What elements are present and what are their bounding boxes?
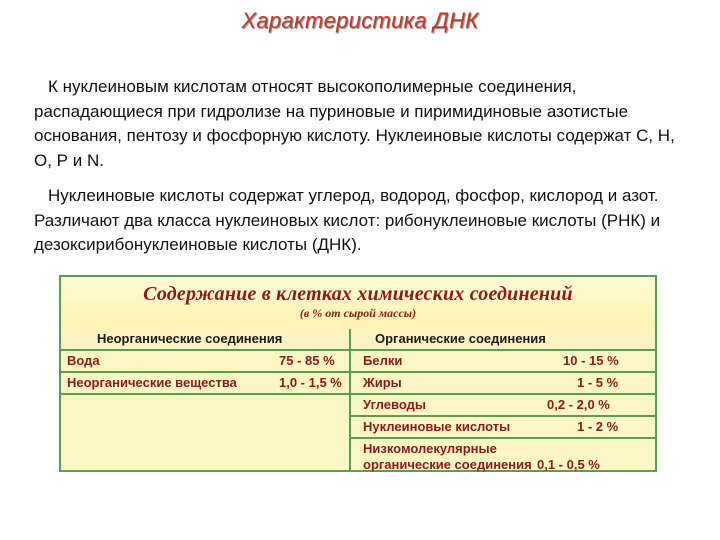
table-title: Содержание в клетках химических соединений	[143, 283, 573, 305]
paragraph-2-text: Нуклеиновые кислоты содержат углерод, водород, фосфор, кислород и азот. Различают два класса нуклеиновых кислот: рибонуклеиновые кислоты (РНК) и дезоксирибонуклеиновые кислоты (ДНК).	[34, 186, 661, 254]
row-name: Белки	[363, 353, 403, 368]
row-value: 1 - 5 %	[577, 375, 619, 390]
paragraph-1	[34, 75, 684, 173]
table-row	[351, 373, 655, 395]
inorganic-column	[61, 351, 351, 470]
organic-column	[351, 351, 655, 470]
table-row	[351, 439, 655, 475]
paragraph-1-text: К нуклеиновым кислотам относят высокополимерные соединения, распадающиеся при гидролизе на пуриновые и пиримидиновые азотистые основания, пентозу и фосфорную кислоту. Нуклеиновые кислоты содержат С, Н, О, Р и N.	[34, 77, 675, 170]
row-value: 75 - 85 %	[279, 353, 335, 368]
row-value: 0,2 - 2,0 %	[547, 397, 610, 412]
row-value: 1,0 - 1,5 %	[279, 375, 342, 390]
header-inorganic: Неорганические соединения	[61, 329, 351, 351]
table-subtitle: (в % от сырой массы)	[299, 306, 417, 320]
table-row	[351, 417, 655, 439]
table-heading	[61, 277, 655, 331]
table-row	[351, 351, 655, 373]
row-name: Жиры	[363, 375, 402, 390]
row-name: Вода	[67, 353, 100, 368]
row-name: Низкомолекулярные органические соединения	[363, 441, 532, 472]
row-name: Углеводы	[363, 397, 426, 412]
header-organic: Органические соединения	[351, 329, 655, 351]
table-row	[351, 395, 655, 417]
row-name: Нуклеиновые кислоты	[363, 419, 511, 434]
table-row	[61, 351, 349, 373]
row-value: 1 - 2 %	[577, 419, 619, 434]
row-name: Неорганические вещества	[67, 375, 237, 390]
row-value: 10 - 15 %	[563, 353, 619, 368]
slide-title: Характеристика ДНК	[241, 8, 479, 33]
row-value: 0,1 - 0,5 %	[537, 457, 600, 472]
composition-table	[59, 275, 657, 472]
paragraph-2	[34, 184, 684, 258]
table-row	[61, 373, 349, 395]
